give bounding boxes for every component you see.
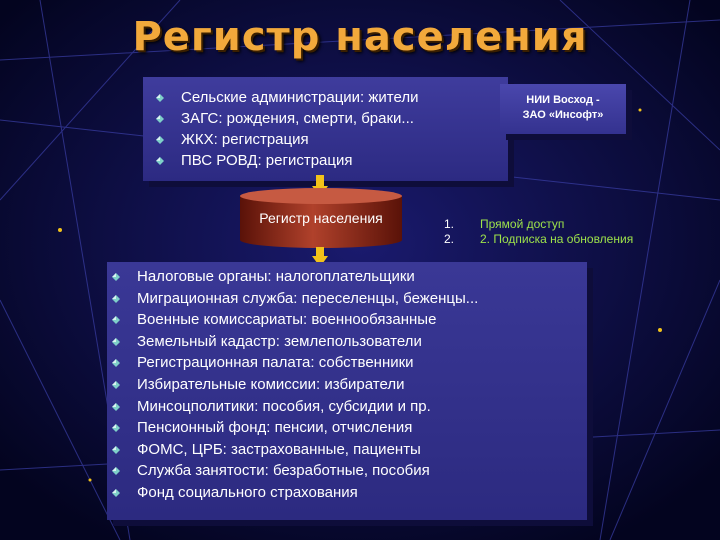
bullet-icon xyxy=(155,93,165,103)
access-option xyxy=(444,216,650,232)
list-item xyxy=(137,396,478,418)
list-item-label: ЗАГС: рождения, смерти, браки... xyxy=(181,110,414,127)
bullet-icon xyxy=(111,380,121,390)
list-item xyxy=(137,482,478,504)
list-item-label: Фонд социального страхования xyxy=(137,483,358,501)
bullet-icon xyxy=(155,135,165,145)
list-item xyxy=(137,352,478,374)
list-item xyxy=(181,87,418,108)
access-option-number: 2. xyxy=(444,232,455,246)
nii-panel xyxy=(500,84,626,134)
bullet-icon xyxy=(155,114,165,124)
consumers-list xyxy=(137,266,478,504)
bullet-icon xyxy=(111,358,121,368)
list-item xyxy=(137,266,478,288)
list-item-label: Миграционная служба: переселенцы, беженцы... xyxy=(137,289,479,307)
bullet-icon xyxy=(111,294,121,304)
access-option-number: 1. xyxy=(444,217,455,231)
consumers-panel xyxy=(107,262,587,520)
nii-line-1: НИИ Восход - xyxy=(526,94,600,106)
cylinder-label: Регистр населения xyxy=(259,210,383,226)
bullet-icon xyxy=(111,488,121,498)
list-item-label: Служба занятости: безработные, пособия xyxy=(137,462,430,480)
access-options-list xyxy=(444,216,650,245)
page-title: Регистр населения xyxy=(132,14,588,60)
list-item xyxy=(137,417,478,439)
list-item-label: ЖКХ: регистрация xyxy=(181,131,309,148)
list-item-label: Избирательные комиссии: избиратели xyxy=(137,375,405,393)
list-item-label: Военные комиссариаты: военнообязанные xyxy=(137,311,437,329)
list-item xyxy=(181,108,418,129)
bullet-icon xyxy=(155,156,165,166)
list-item xyxy=(181,150,418,171)
list-item xyxy=(137,331,478,353)
access-option-label: Прямой доступ xyxy=(480,217,565,231)
list-item xyxy=(137,439,478,461)
list-item-label: ПВС РОВД: регистрация xyxy=(181,152,353,169)
list-item xyxy=(181,129,418,150)
bullet-icon xyxy=(111,272,121,282)
bullet-icon xyxy=(111,466,121,476)
list-item-label: Минсоцполитики: пособия, субсидии и пр. xyxy=(137,397,431,415)
list-item-label: Земельный кадастр: землепользователи xyxy=(137,332,422,350)
access-option-label: 2. Подписка на обновления xyxy=(480,232,634,246)
bullet-icon xyxy=(111,402,121,412)
sources-panel xyxy=(143,77,508,181)
list-item-label: ФОМС, ЦРБ: застрахованные, пациенты xyxy=(137,440,421,458)
sources-list xyxy=(181,87,418,171)
list-item-label: Сельские администрации: жители xyxy=(181,89,419,106)
bullet-icon xyxy=(111,445,121,455)
list-item xyxy=(137,288,478,310)
list-item-label: Налоговые органы: налогоплательщики xyxy=(137,268,415,285)
bullet-icon xyxy=(111,315,121,325)
bullet-icon xyxy=(111,423,121,433)
list-item xyxy=(137,460,478,482)
access-option xyxy=(444,232,650,245)
bullet-icon xyxy=(111,337,121,347)
list-item-label: Регистрационная палата: собственники xyxy=(137,354,414,372)
list-item-label: Пенсионный фонд: пенсии, отчисления xyxy=(137,419,413,437)
list-item xyxy=(137,374,478,396)
nii-line-2: ЗАО «Инсофт» xyxy=(522,109,604,121)
list-item xyxy=(137,309,478,331)
